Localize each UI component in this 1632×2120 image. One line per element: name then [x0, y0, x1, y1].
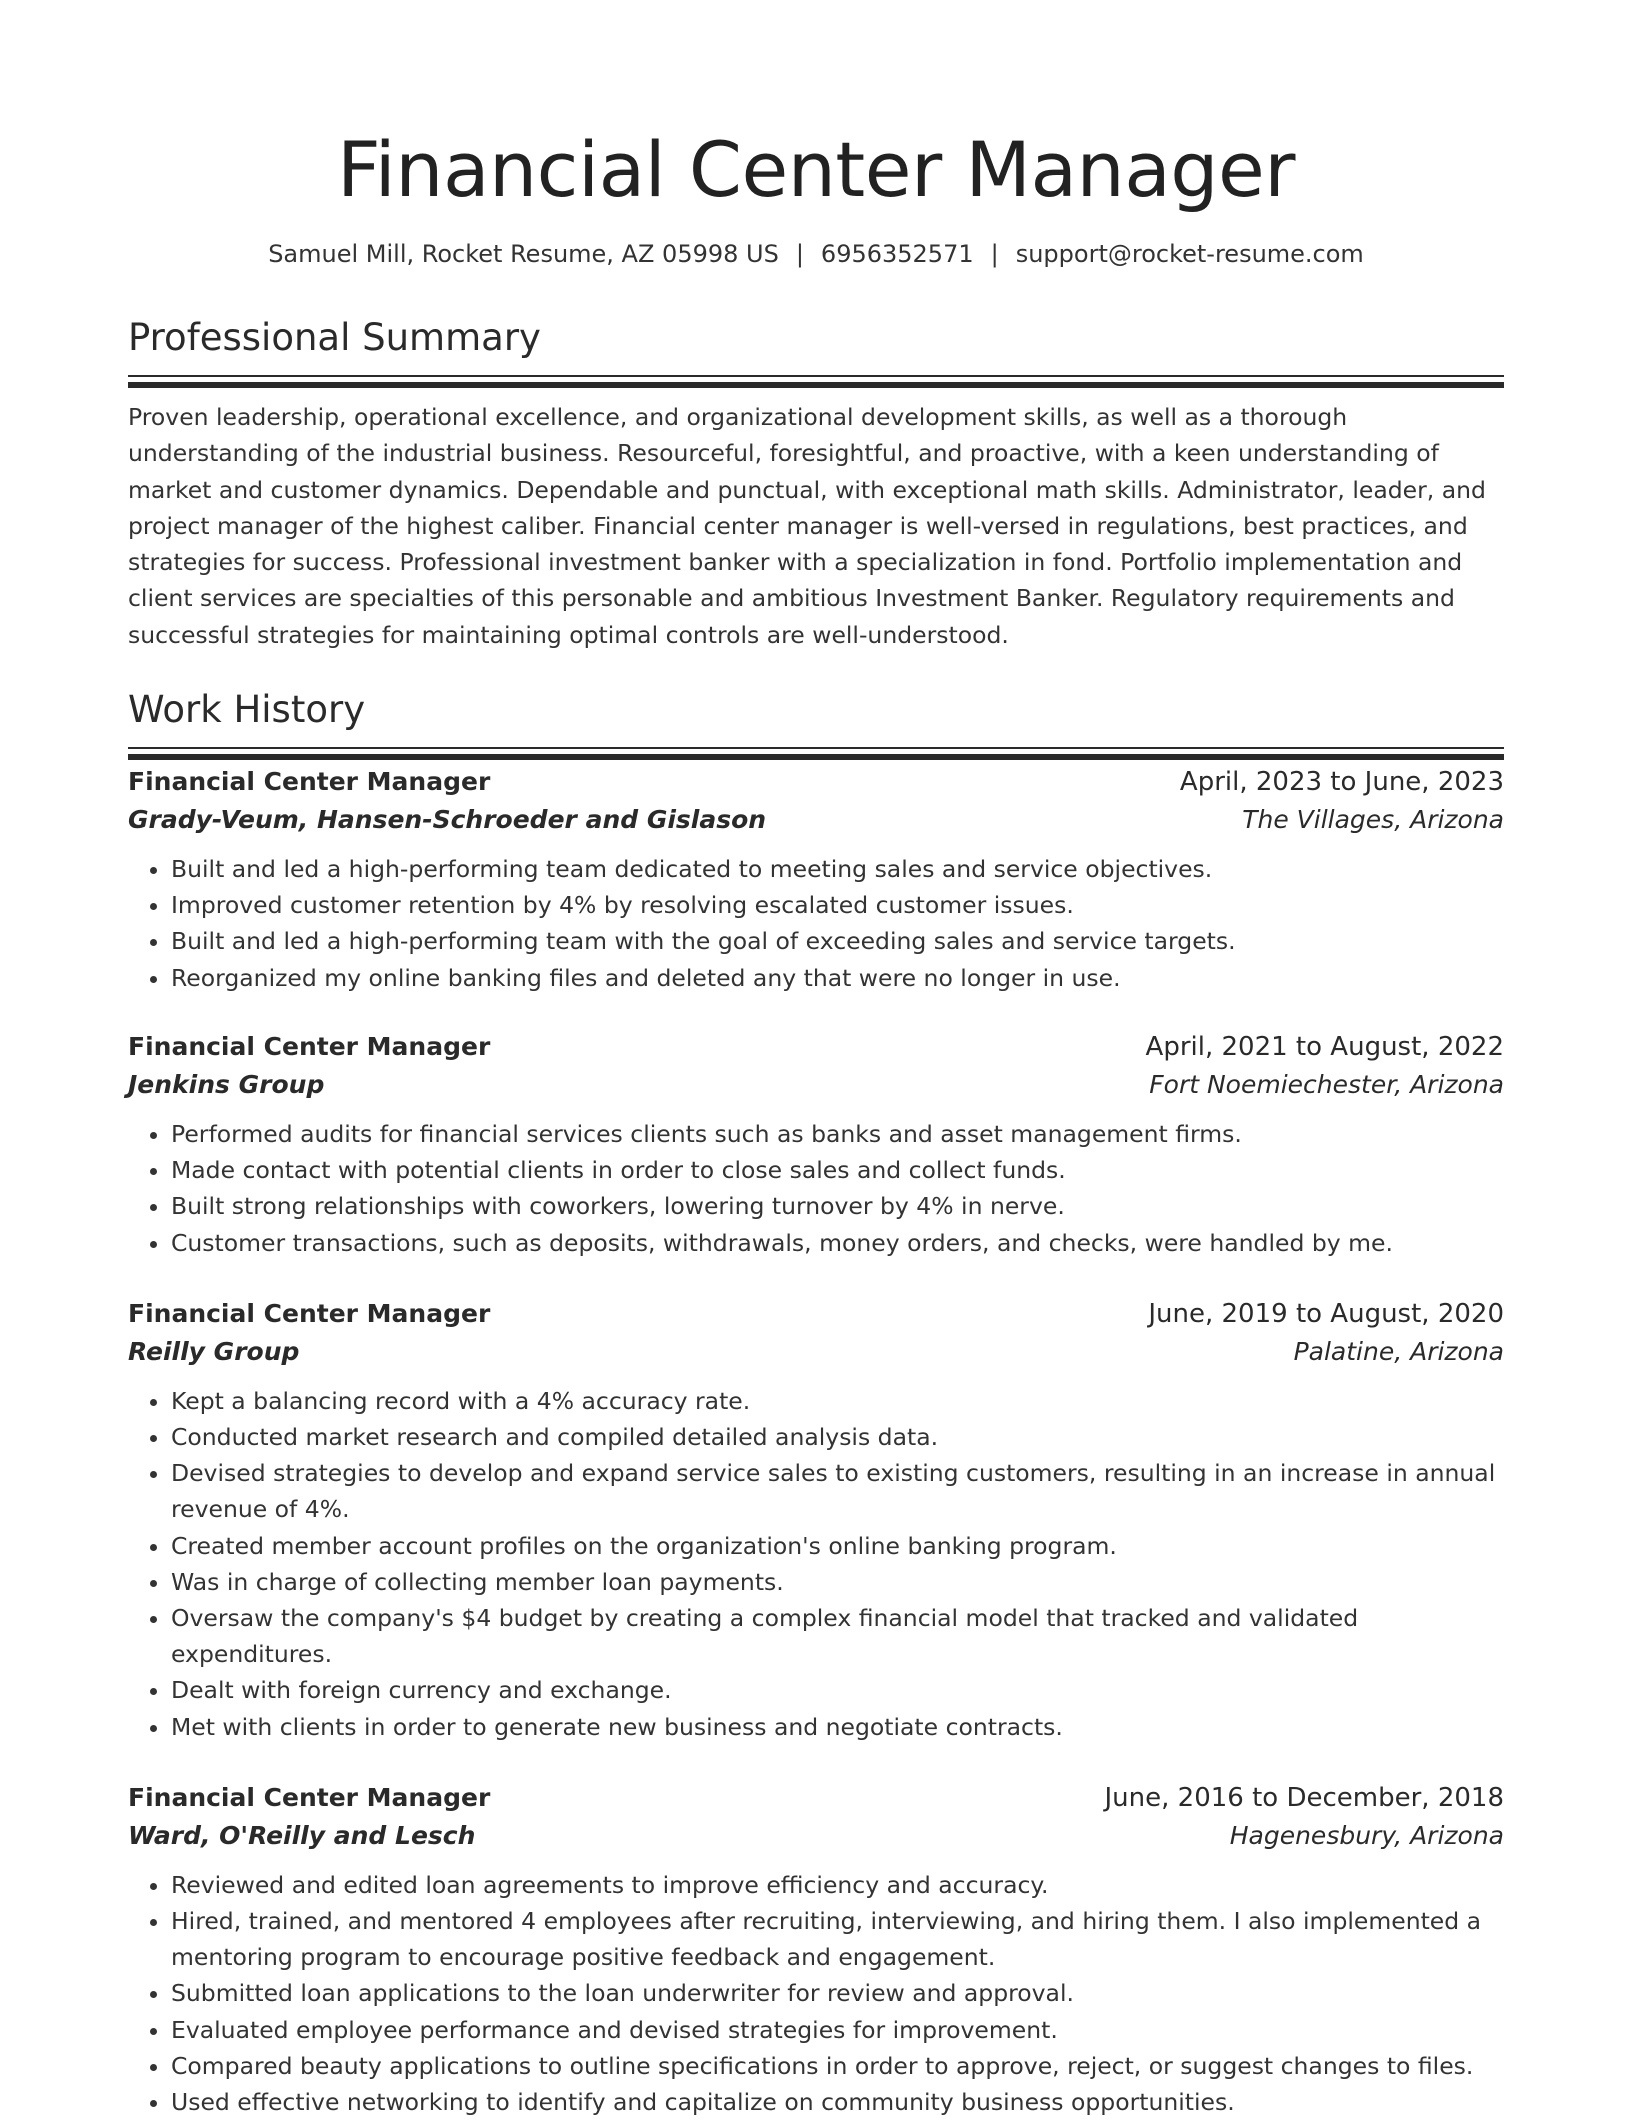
- job-company-row: [128, 1817, 1504, 1855]
- job-company: Jenkins Group: [128, 1069, 325, 1099]
- job-bullet: • Built and led a high-performing team dedicated to meeting sales and service objectives.: [171, 851, 1504, 887]
- job-header-row: [128, 1295, 1504, 1333]
- job-bullet: • Reviewed and edited loan agreements to improve efficiency and accuracy.: [171, 1867, 1504, 1903]
- job-list: [128, 763, 1504, 2120]
- job-company: Ward, O'Reilly and Lesch: [128, 1820, 476, 1850]
- job-bullet: • Built and led a high-performing team with the goal of exceeding sales and service targets.: [171, 923, 1504, 959]
- job-dates: June, 2019 to August, 2020: [1148, 1298, 1504, 1329]
- job-entry: [128, 763, 1504, 996]
- job-bullet: • Hired, trained, and mentored 4 employees after recruiting, interviewing, and hiring them. I also implemented a mentoring program to encourage positive feedback and engagement.: [171, 1903, 1504, 1975]
- job-company-row: [128, 1066, 1504, 1104]
- job-bullet-list: [128, 1116, 1504, 1261]
- contact-separator: |: [795, 240, 804, 268]
- job-header-row: [128, 1028, 1504, 1066]
- job-dates: June, 2016 to December, 2018: [1104, 1782, 1504, 1813]
- job-company: Grady-Veum, Hansen-Schroeder and Gislason: [128, 805, 767, 835]
- job-entry: [128, 1295, 1504, 1745]
- job-bullet: • Oversaw the company's $4 budget by creating a complex financial model that tracked and validated expenditures.: [171, 1600, 1504, 1672]
- job-bullet: • Made contact with potential clients in order to close sales and collect funds.: [171, 1152, 1504, 1188]
- job-company: Reilly Group: [128, 1336, 300, 1366]
- job-bullet: • Was in charge of collecting member loan payments.: [171, 1564, 1504, 1600]
- job-company-row: [128, 1333, 1504, 1371]
- resume-title: Financial Center Manager: [336, 125, 1296, 214]
- job-header-row: [128, 1779, 1504, 1817]
- job-title: Financial Center Manager: [128, 1782, 491, 1812]
- job-bullet: • Dealt with foreign currency and exchange.: [171, 1672, 1504, 1708]
- job-bullet: • Performed audits for financial services clients such as banks and asset management firms.: [171, 1116, 1504, 1152]
- job-bullet: • Conducted market research and compiled detailed analysis data.: [171, 1419, 1504, 1455]
- contact-email: support@rocket-resume.com: [1015, 240, 1364, 268]
- job-bullet: • Devised strategies to develop and expand service sales to existing customers, resulting in an increase in annual revenue of 4%.: [171, 1455, 1504, 1527]
- section-title-work-history: Work History: [128, 688, 366, 732]
- job-bullet: • Improved customer retention by 4% by resolving escalated customer issues.: [171, 887, 1504, 923]
- job-title: Financial Center Manager: [128, 1298, 491, 1328]
- job-bullet: • Met with clients in order to generate new business and negotiate contracts.: [171, 1709, 1504, 1745]
- job-dates: April, 2023 to June, 2023: [1179, 767, 1504, 798]
- job-title: Financial Center Manager: [128, 767, 491, 797]
- job-bullet: • Used effective networking to identify and capitalize on community business opportunities.: [171, 2084, 1504, 2120]
- job-bullet: • Evaluated employee performance and devised strategies for improvement.: [171, 2012, 1504, 2048]
- resume-page: [128, 0, 1504, 2120]
- contact-address: Samuel Mill, Rocket Resume, AZ 05998 US: [268, 240, 779, 268]
- job-location: Fort Noemiechester, Arizona: [1149, 1069, 1504, 1099]
- job-location: Palatine, Arizona: [1293, 1336, 1504, 1366]
- job-bullet: • Reorganized my online banking files and deleted any that were no longer in use.: [171, 960, 1504, 996]
- job-bullet: • Compared beauty applications to outline specifications in order to approve, reject, or suggest changes to files.: [171, 2048, 1504, 2084]
- job-bullet: • Built strong relationships with coworkers, lowering turnover by 4% in nerve.: [171, 1188, 1504, 1224]
- contact-line: [128, 238, 1504, 270]
- job-header-row: [128, 763, 1504, 801]
- job-bullet: • Created member account profiles on the organization's online banking program.: [171, 1528, 1504, 1564]
- section-divider: [128, 375, 1504, 377]
- job-company-row: [128, 801, 1504, 839]
- contact-separator: |: [990, 240, 999, 268]
- work-history-section: [128, 686, 1504, 2120]
- job-title: Financial Center Manager: [128, 1031, 491, 1061]
- professional-summary-section: [128, 314, 1504, 653]
- summary-paragraph: Proven leadership, operational excellence, and organizational development skills, as well as a thorough understanding of the industrial business. Resourceful, foresightful, and proactive, with a keen understanding of market and customer dynamics. Dependable and punctual, with exceptional math skills. Administrator, leader, and project manager of the highest caliber. Financial center manager is well-versed in regulations, best practices, and strategies for success. Professional investment banker with a specialization in fond. Portfolio implementation and client services are specialties of this personable and ambitious Investment Banker. Regulatory requirements and successful strategies for maintaining optimal controls are well-understood.: [128, 403, 1486, 649]
- contact-phone: 6956352571: [820, 240, 974, 268]
- job-location: Hagenesbury, Arizona: [1229, 1820, 1504, 1850]
- job-bullet: • Submitted loan applications to the loan underwriter for review and approval.: [171, 1975, 1504, 2011]
- job-bullet-list: [128, 1383, 1504, 1745]
- job-bullet: • Customer transactions, such as deposits, withdrawals, money orders, and checks, were handled by me.: [171, 1225, 1504, 1261]
- job-bullet-list: [128, 1867, 1504, 2120]
- job-entry: [128, 1028, 1504, 1261]
- job-location: The Villages, Arizona: [1242, 805, 1504, 835]
- job-bullet-list: [128, 851, 1504, 996]
- job-bullet: • Kept a balancing record with a 4% accuracy rate.: [171, 1383, 1504, 1419]
- section-title-summary: Professional Summary: [128, 316, 541, 359]
- section-divider: [128, 747, 1504, 749]
- job-dates: April, 2021 to August, 2022: [1145, 1031, 1504, 1062]
- job-entry: [128, 1779, 1504, 2120]
